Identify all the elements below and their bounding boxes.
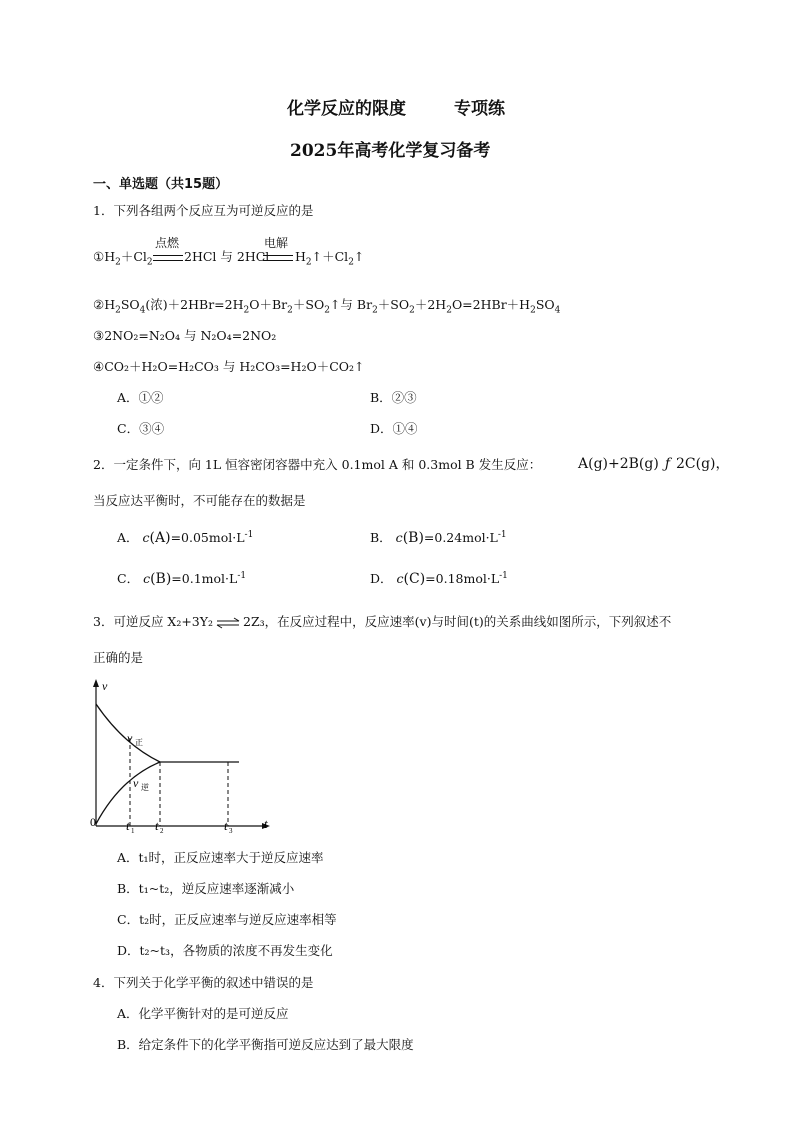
q1-item1-prod1: 2HCl 与 2HCl — [184, 249, 270, 264]
q2-option-d[interactable]: D． $c(C)=0.18mol\cdot L^{-1}$ — [370, 570, 508, 587]
q4-option-b[interactable]: B．给定条件下的化学平衡指可逆反应达到了最大限度 — [117, 1037, 414, 1052]
q3-stem: 3．可逆反应 X₂+3Y₂ 2Z₃，在反应过程中，反应速率(v)与时间(t)的关系曲线如图所示，下列叙述不 — [93, 614, 672, 629]
forward-rate-label: v — [127, 731, 133, 745]
reverse-rate-subscript: 逆 — [141, 783, 149, 792]
t3-subscript: 3 — [229, 827, 233, 835]
title-right: 专项练 — [454, 99, 505, 119]
q1-item1-h2: H — [295, 249, 306, 264]
q4-option-a[interactable]: A．化学平衡针对的是可逆反应 — [117, 1006, 289, 1021]
reverse-rate-curve — [96, 762, 160, 824]
t3-label: t — [224, 818, 228, 833]
y-axis-label: v — [102, 679, 108, 693]
q1-option-b[interactable]: B．②③ — [370, 390, 417, 405]
q2-stem: 2．一定条件下，向 1L 恒容密闭容器中充入 0.1mol A 和 0.3mol B 发生反应： — [93, 457, 542, 472]
t2-subscript: 2 — [160, 827, 164, 835]
condition-electrolysis: 电解 — [264, 236, 289, 250]
q3-option-b[interactable]: B．t₁~t₂，逆反应速率逐渐减小 — [117, 881, 295, 896]
title-left: 化学反应的限度 — [287, 99, 406, 119]
q3-option-d[interactable]: D．t₂~t₃，各物质的浓度不再发生变化 — [117, 943, 333, 958]
t2-label: t — [155, 818, 159, 833]
equilibrium-symbol: ƒ — [664, 456, 670, 472]
q1-item1-plus-cl2: ↑＋Cl — [311, 249, 349, 264]
q1-option-c[interactable]: C．③④ — [117, 421, 165, 436]
rate-time-graph — [86, 676, 276, 836]
q1-item4: ④CO₂＋H₂O=H₂CO₃ 与 H₂CO₃=H₂O＋CO₂↑ — [93, 359, 365, 374]
reverse-rate-label: v — [133, 776, 139, 790]
forward-rate-subscript: 正 — [135, 738, 143, 747]
q1-option-a[interactable]: A．①② — [117, 390, 164, 405]
t1-label: t — [126, 818, 130, 833]
q4-stem: 4．下列关于化学平衡的叙述中错误的是 — [93, 975, 314, 990]
q2-option-a[interactable]: A． $c(A)=0.05mol\cdot L^{-1}$ — [117, 529, 254, 546]
q1-item1-circle: ① — [93, 249, 105, 264]
q3-option-a[interactable]: A．t₁时，正反应速率大于逆反应速率 — [117, 850, 324, 865]
q1-item2: $②H_2SO_4$(浓)$+2HBr=2H_2O+Br_2+SO_2↑$与 $Br_2+SO_2+2H_2O=2HBr+H_2SO_4$ — [93, 297, 561, 316]
reversible-arrow-icon — [215, 616, 241, 630]
q2-equation: A(g)+2B(g) ƒ 2C(g)， — [578, 456, 730, 472]
q1-item3: ③2NO₂=N₂O₄ 与 N₂O₄=2NO₂ — [93, 328, 277, 343]
t1-subscript: 1 — [131, 827, 135, 835]
condition-ignite: 点燃 — [155, 236, 180, 250]
q2-option-c[interactable]: C． $c(B)=0.1mol\cdot L^{-1}$ — [117, 570, 247, 587]
q1-item1-gas-arrow: ↑ — [353, 249, 365, 264]
q1-stem: 1．下列各组两个反应互为可逆反应的是 — [93, 203, 314, 218]
y-axis-arrow-icon — [93, 679, 99, 687]
subtitle: 2025年高考化学复习备考 — [290, 141, 491, 161]
origin-label: 0 — [90, 815, 96, 829]
equal-arrow-2 — [263, 255, 293, 261]
q3-stem-2: 正确的是 — [93, 650, 144, 665]
q2-stem-2: 当反应达平衡时，不可能存在的数据是 — [93, 493, 306, 508]
q3-option-c[interactable]: C．t₂时，正反应速率与逆反应速率相等 — [117, 912, 337, 927]
section-heading: 一、单选题（共15题） — [93, 177, 229, 192]
x-axis-label: t — [264, 816, 268, 831]
equal-arrow-1 — [153, 255, 183, 261]
q2-option-b[interactable]: B． $c(B)=0.24mol\cdot L^{-1}$ — [370, 529, 507, 546]
q1-option-d[interactable]: D．①④ — [370, 421, 418, 436]
